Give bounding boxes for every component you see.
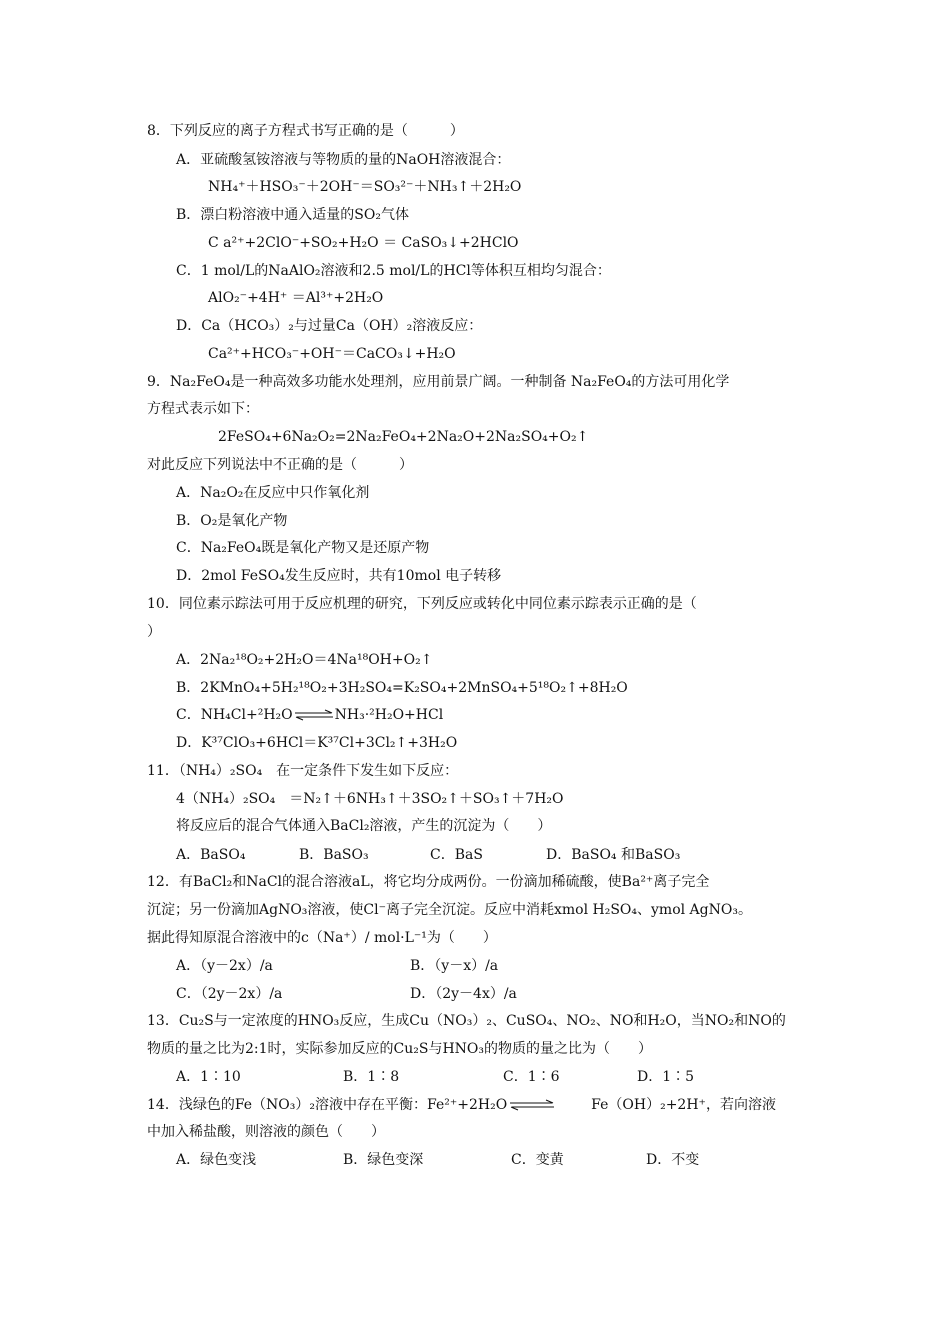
q11-equation: 4（NH₄）₂SO₄ ＝N₂↑＋6NH₃↑＋3SO₂↑＋SO₃↑＋7H₂O (176, 791, 564, 807)
q9-option-a: A．Na₂O₂在反应中只作氧化剂 (176, 485, 370, 501)
q10-stem-line1: 10．同位素示踪法可用于反应机理的研究，下列反应或转化中同位素示踪表示正确的是（ (147, 596, 697, 612)
q14-stem-line2: 中加入稀盐酸，则溶液的颜色（ ） (147, 1124, 385, 1140)
q13-option-a: A．1∶10 (176, 1069, 241, 1085)
q10-option-b: B．2KMnO₄+5H₂¹⁸O₂+3H₂SO₄=K₂SO₄+2MnSO₄+5¹⁸O₂↑+8H₂O (176, 680, 628, 696)
q12-stem-line1: 12．有BaCl₂和NaCl的混合溶液aL，将它均分成两份。一份滴加稀硫酸，使Ba²⁺离子完全 (147, 874, 710, 890)
q8-option-b-equation: C a²⁺+2ClO⁻+SO₂+H₂O ＝ CaSO₃↓+2HClO (208, 235, 519, 251)
q10-stem-line2: ） (147, 624, 161, 640)
q9-equation: 2FeSO₄+6Na₂O₂=2Na₂FeO₄+2Na₂O+2Na₂SO₄+O₂↑ (218, 429, 589, 445)
q9-stem-line1: 9．Na₂FeO₄是一种高效多功能水处理剂，应用前景广阔。一种制备 Na₂FeO₄的方法可用化学 (147, 374, 730, 390)
q8-option-d: D．Ca（HCO₃）₂与过量Ca（OH）₂溶液反应： (176, 318, 483, 334)
q8-option-d-equation: Ca²⁺+HCO₃⁻+OH⁻＝CaCO₃↓+H₂O (208, 346, 456, 362)
q11-option-a: A．BaSO₄ (176, 847, 246, 863)
q8-option-c: C．1 mol/L的NaAlO₂溶液和2.5 mol/L的HCl等体积互相均匀混合： (176, 263, 611, 279)
q12-option-d: D．（2y－4x）/a (410, 986, 517, 1002)
q13-option-d: D．1∶5 (637, 1069, 695, 1085)
reversible-arrow-icon (509, 1099, 555, 1111)
q9-stem-line3: 对此反应下列说法中不正确的是（ ） (147, 457, 413, 473)
q13-stem-line1: 13．Cu₂S与一定浓度的HNO₃反应，生成Cu（NO₃）₂、CuSO₄、NO₂、NO和H₂O，当NO₂和NO的 (147, 1013, 786, 1029)
q10-option-d: D．K³⁷ClO₃+6HCl＝K³⁷Cl+3Cl₂↑+3H₂O (176, 735, 458, 751)
q12-option-b: B．（y－x）/a (410, 958, 499, 974)
q11-option-b: B．BaSO₃ (299, 847, 369, 863)
q11-option-c: C．BaS (430, 847, 483, 863)
q12-stem-line3: 据此得知原混合溶液中的c（Na⁺）/ mol·L⁻¹为（ ） (147, 930, 497, 946)
q12-option-a: A．（y－2x）/a (176, 958, 273, 974)
q14-option-c: C．变黄 (511, 1152, 564, 1168)
q11-stem: 11．（NH₄）₂SO₄ 在一定条件下发生如下反应： (147, 763, 459, 779)
q14-option-a: A．绿色变浅 (176, 1152, 257, 1168)
q10-option-a: A．2Na₂¹⁸O₂+2H₂O＝4Na¹⁸OH+O₂↑ (176, 652, 433, 668)
q14-option-d: D．不变 (646, 1152, 700, 1168)
q9-option-d: D．2mol FeSO₄发生反应时，共有10mol 电子转移 (176, 568, 502, 584)
q14-stem-left: 14．浅绿色的Fe（NO₃）₂溶液中存在平衡：Fe²⁺+2H₂O (147, 1097, 508, 1113)
q8-option-b: B．漂白粉溶液中通入适量的SO₂气体 (176, 207, 409, 223)
q10-option-c-left: C．NH₄Cl+²H₂O (176, 707, 293, 723)
q10-option-c-right: NH₃·²H₂O+HCl (334, 707, 444, 723)
q13-stem-line2: 物质的量之比为2:1时，实际参加反应的Cu₂S与HNO₃的物质的量之比为（ ） (147, 1041, 653, 1057)
q8-stem: 8．下列反应的离子方程式书写正确的是（ ） (147, 123, 464, 139)
q14-option-b: B．绿色变深 (343, 1152, 424, 1168)
q13-option-c: C．1∶6 (503, 1069, 560, 1085)
q13-option-b: B．1∶8 (343, 1069, 400, 1085)
q9-stem-line2: 方程式表示如下： (147, 401, 259, 417)
q14-stem-line1 (147, 1095, 776, 1115)
q10-option-c (176, 705, 443, 725)
q8-option-a-equation: NH₄⁺＋HSO₃⁻＋2OH⁻＝SO₃²⁻＋NH₃↑＋2H₂O (208, 179, 522, 195)
q8-option-a: A．亚硫酸氢铵溶液与等物质的量的NaOH溶液混合： (176, 152, 511, 168)
q12-stem-line2: 沉淀；另一份滴加AgNO₃溶液，使Cl⁻离子完全沉淀。反应中消耗xmol H₂SO₄、ymol AgNO₃。 (147, 902, 752, 918)
q9-option-c: C．Na₂FeO₄既是氧化产物又是还原产物 (176, 540, 430, 556)
q12-option-c: C．（2y－2x）/a (176, 986, 283, 1002)
q11-option-d: D．BaSO₄ 和BaSO₃ (546, 847, 681, 863)
q14-stem-right: Fe（OH）₂+2H⁺，若向溶液 (591, 1097, 776, 1113)
q11-text: 将反应后的混合气体通入BaCl₂溶液，产生的沉淀为（ ） (176, 818, 552, 834)
q9-option-b: B．O₂是氧化产物 (176, 513, 288, 529)
reversible-arrow-icon (294, 709, 334, 721)
q8-option-c-equation: AlO₂⁻+4H⁺ ＝Al³⁺+2H₂O (208, 290, 384, 306)
